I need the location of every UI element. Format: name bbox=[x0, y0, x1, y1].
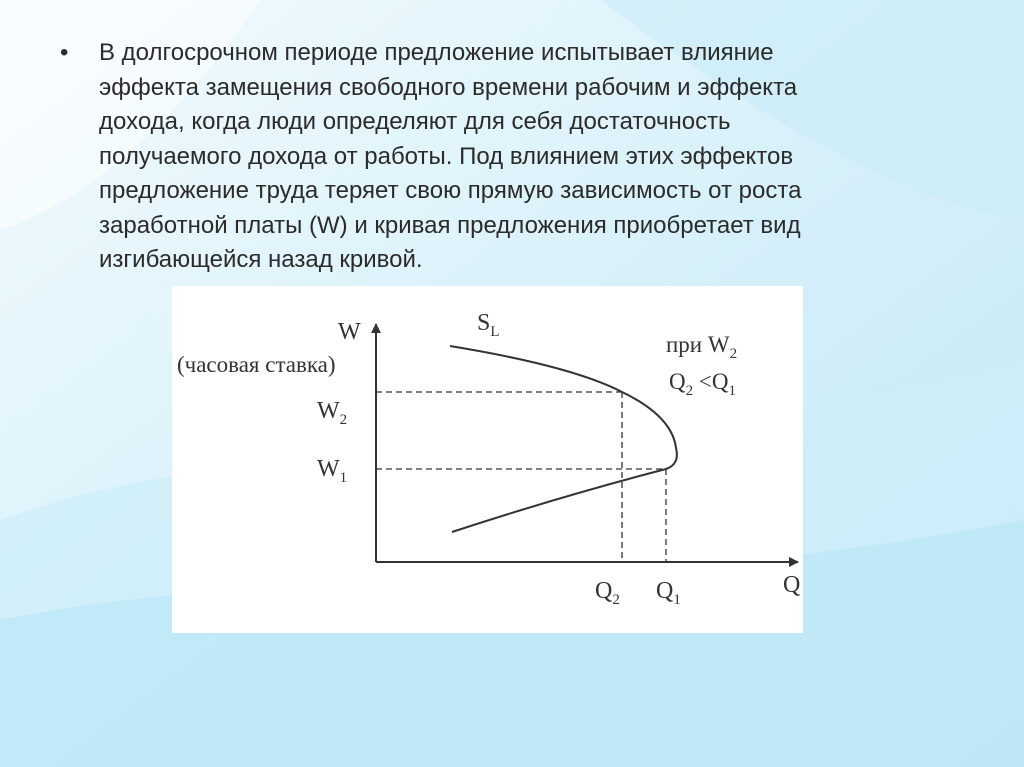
bullet-text bbox=[99, 36, 959, 278]
w2-label: $W_2$ bbox=[317, 398, 348, 428]
text-line: получаемого дохода от работы. Под влиянием этих эффектов bbox=[99, 142, 794, 170]
text-line: предложение труда теряет свою прямую зависимость от роста bbox=[99, 177, 802, 204]
text-line: эффекта замещения свободного времени рабочим и эффекта bbox=[99, 73, 798, 101]
text-line: изгибающейся назад кривой. bbox=[99, 246, 423, 273]
condition-note-line1: при $W_2$ bbox=[666, 332, 738, 362]
y-axis-label: W bbox=[338, 319, 361, 345]
w1-label: $W_1$ bbox=[317, 456, 348, 486]
text-line: заработной платы (W) и кривая предложения приобретает вид bbox=[99, 211, 801, 239]
text-line: В долгосрочном периоде предложение испытывает влияние bbox=[99, 39, 774, 66]
bullet-marker: • bbox=[60, 39, 69, 66]
condition-note-line2: $Q_2 <Q_1$ bbox=[669, 369, 736, 399]
curve-label: $S_L$ bbox=[477, 310, 500, 340]
q2-label: $Q_2$ bbox=[595, 578, 620, 608]
x-axis-label: Q bbox=[783, 572, 801, 598]
labor-supply-diagram bbox=[172, 286, 803, 633]
q1-label: $Q_1$ bbox=[656, 578, 681, 608]
text-line: дохода, когда люди определяют для себя достаточность bbox=[99, 108, 731, 135]
y-axis-sublabel: (часовая ставка) bbox=[177, 352, 336, 377]
curve-label-sub: L bbox=[490, 324, 500, 340]
supply-curve bbox=[450, 346, 677, 532]
